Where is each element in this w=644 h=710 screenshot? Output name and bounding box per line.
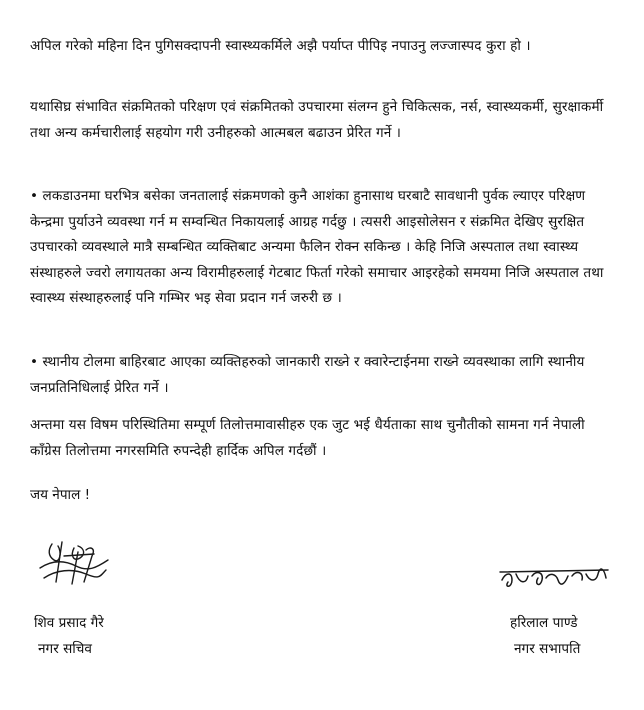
signatory-right-name: हरिलाल पाण्डे (510, 615, 578, 631)
paragraph-quarantine: • स्थानीय टोलमा बाहिरबाट आएका व्यक्तिहरुको जानकारी राख्ने र क्वारेन्टाईनमा राख्ने व्यवस्थाका लागि स्थानीय जनप्रतिनिधिलाई प्रेरित गर्ने । (30, 354, 585, 396)
signature-left (34, 538, 114, 586)
paragraph-testing-support: यथासिघ्र संभावित संक्रमितको परिक्षण एवं संक्रमितको उपचारमा संलग्न हुने चिकित्सक, नर्स, स्वास्थ्यकर्मी, सुरक्षाकर्मी तथा अन्य कर्मचारीलाई सहयोग गरी उनीहरुको आत्मबल बढाउन प्रेरित गर्ने । (30, 99, 604, 141)
signatory-right-title: नगर सभापति (514, 641, 581, 657)
signature-right (498, 562, 610, 592)
closing-greeting: जय नेपाल ! (30, 487, 91, 503)
paragraph-lockdown-testing: • लकडाउनमा घरभित्र बसेका जनतालाई संक्रमणको कुनै आशंका हुनासाथ घरबाटै सावधानी पुर्वक ल्याएर परिक्षण केन्द्रमा पुर्याउने व्यवस्था गर्न म सम्वन्धित निकायलाई आग्रह गर्दछु । त्यसरी आइसोलेसन र संक्रमित देखिए सुरक्षित उपचारको व्यवस्थाले मात्रै सम्बन्धित व्यक्तिबाट अन्यमा फैलिन रोक्न सकिन्छ । केहि निजि अस्पताल तथा स्वास्थ्य संस्थाहरुले ज्वरो लगायतका अन्य विरामीहरुलाई गेटबाट फिर्ता गरेको समाचार आइरहेको समयमा निजि अस्पताल तथा स्वास्थ्य संस्थाहरुलाई पनि गम्भिर भइ सेवा प्रदान गर्न जरुरी छ । (30, 188, 604, 306)
signatory-left-title: नगर सचिव (38, 641, 92, 657)
signatory-left-name: शिव प्रसाद गैरे (34, 615, 104, 631)
signatory-left (34, 610, 104, 662)
paragraph-ppe-shortage: अपिल गरेको महिना दिन पुगिसक्दापनी स्वास्थ्यकर्मिले अझै पर्याप्त पीपिइ नपाउनु लज्जास्पद कुरा हो । (30, 38, 531, 54)
signatory-right (510, 610, 580, 662)
paragraph-final-appeal: अन्तमा यस विषम परिस्थितिमा सम्पूर्ण तिलोत्तमावासीहरु एक जुट भई धैर्यताका साथ चुनौतीको सामना गर्न नेपाली काँग्रेस तिलोत्तमा नगरसमिति रुपन्देही हार्दिक अपिल गर्दछौं । (30, 417, 585, 459)
